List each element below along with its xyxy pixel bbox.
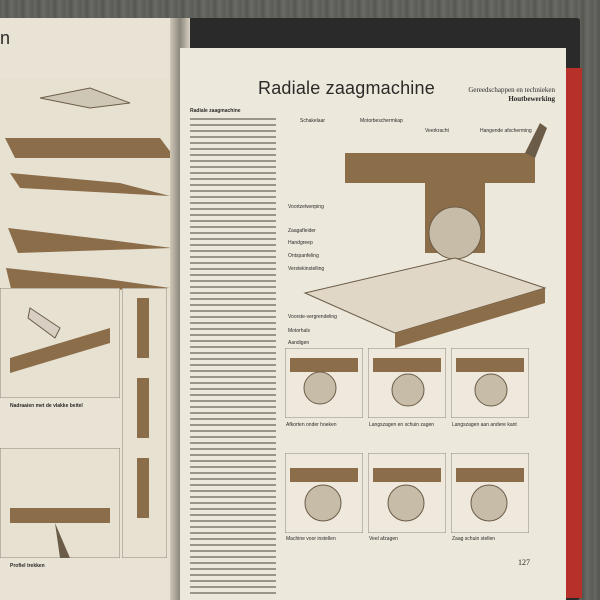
chisel-figures <box>122 288 167 558</box>
caption-nadraaien: Nadraaien met de vlakke beitel <box>10 403 83 409</box>
body-text-column <box>190 108 276 598</box>
figure-langszagen-andere <box>451 348 529 418</box>
caption-afzagen: Veel afzagen <box>369 536 398 542</box>
label-motorbeschermkap: Motorbeschermkap <box>360 118 403 124</box>
label-veerkracht: Veerkracht <box>425 128 449 134</box>
lathe-figure-2 <box>0 448 120 558</box>
figure-langszagen <box>368 348 446 418</box>
label-aandigen: Aandigen <box>288 340 310 346</box>
label-motorhals: Motorhals <box>288 328 310 334</box>
figure-instellen <box>285 453 363 533</box>
caption-profiel: Profiel trekken <box>10 563 45 569</box>
figure-schuin <box>451 453 529 533</box>
label-voorste-vergrendeling: Voorste-vergrendeling <box>288 314 337 320</box>
label-hangende-afscherming: Hangende afscherming <box>480 128 532 134</box>
page-title: Radiale zaagmachine <box>258 78 435 98</box>
page-number: 127 <box>518 558 530 567</box>
lathe-figure-1 <box>0 288 120 398</box>
label-verstekinstelling: Verstekinstelling <box>288 266 325 272</box>
left-page <box>0 18 185 600</box>
body-heading: Radiale zaagmachine <box>190 108 241 114</box>
turning-tools-illustration <box>0 78 185 298</box>
header-line-1: Gereedschappen en technieken <box>468 86 555 94</box>
label-handgreep: Handgreep <box>288 240 313 246</box>
left-page-title-fragment: n <box>0 28 11 48</box>
label-ontspanfeling: Ontspanfeling <box>288 253 319 259</box>
caption-langszagen-andere: Langszagen aan andere kant <box>452 422 517 428</box>
caption-instellen: Machine voor instellen <box>286 536 336 542</box>
right-page <box>180 48 566 600</box>
caption-langszagen: Langszagen en schuin zagen <box>369 422 435 428</box>
header-line-2: Houtbewerking <box>508 95 555 103</box>
caption-afkorten: Afkorten onder hoeken <box>286 422 337 428</box>
figure-afzagen <box>368 453 446 533</box>
label-voortzetwerping: Voortzetwerping <box>288 204 324 210</box>
label-zaagafleider: Zaagafleider <box>288 228 316 234</box>
open-book <box>0 18 585 600</box>
label-schakelaar: Schakelaar <box>300 118 326 124</box>
header-section <box>435 86 555 104</box>
figure-afkorten <box>285 348 363 418</box>
caption-schuin: Zaag schuin stellen <box>452 536 496 542</box>
